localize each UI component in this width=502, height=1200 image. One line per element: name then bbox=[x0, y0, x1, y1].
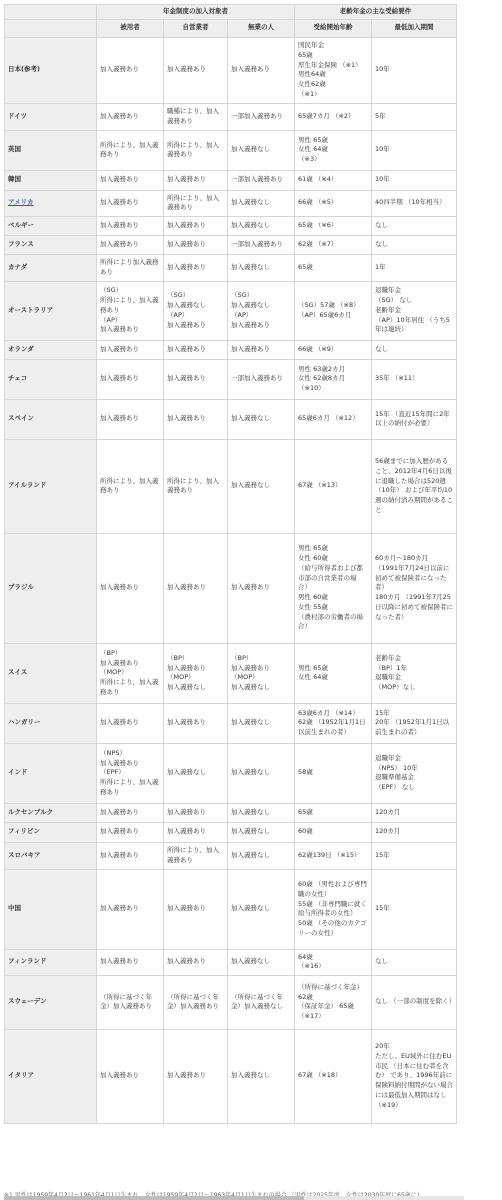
header-row-columns bbox=[5, 19, 457, 37]
min-period-cell: なし bbox=[372, 216, 457, 235]
start-age-cell: 62歳139日 （※15） bbox=[295, 842, 372, 869]
country-cell bbox=[5, 281, 97, 340]
country-cell bbox=[5, 842, 97, 869]
start-age-cell: 男性 65歳 女性 64歳 （※3） bbox=[295, 130, 372, 170]
start-age-cell: 62歳 （※7） bbox=[295, 235, 372, 254]
employees-cell: 加入義務あり bbox=[97, 399, 164, 439]
self-employed-cell: 加入義務あり bbox=[164, 1029, 228, 1123]
min-period-cell: なし bbox=[372, 340, 457, 359]
table-row bbox=[5, 743, 457, 803]
header-country-cell bbox=[5, 19, 97, 37]
non-employed-cell: 加入義務あり bbox=[228, 533, 295, 643]
start-age-cell: 65歳7カ月 （※2） bbox=[295, 103, 372, 130]
country-name: イタリア bbox=[8, 1071, 34, 1080]
country-cell bbox=[5, 822, 97, 842]
non-employed-cell: （BP） 加入義務あり （MOP） 加入義務なし bbox=[228, 643, 295, 703]
min-period-cell: なし bbox=[372, 949, 457, 975]
country-cell bbox=[5, 533, 97, 643]
employees-cell: 加入義務あり bbox=[97, 869, 164, 949]
start-age-cell: 国民年金 65歳 厚生年金保険 （※1） 男性64歳 女性62歳 （※1） bbox=[295, 37, 372, 103]
header-group-coverage: 年金制度の加入対象者 bbox=[97, 5, 295, 20]
table-row bbox=[5, 1029, 457, 1123]
country-name: フランス bbox=[8, 239, 34, 248]
country-name: インド bbox=[8, 768, 28, 777]
table-body bbox=[5, 37, 457, 1123]
employees-cell: 加入義務あり bbox=[97, 842, 164, 869]
table-row bbox=[5, 130, 457, 170]
employees-cell: 加入義務あり bbox=[97, 216, 164, 235]
country-cell bbox=[5, 703, 97, 743]
header-corner-cell bbox=[5, 5, 97, 20]
min-period-cell: 120カ月 bbox=[372, 803, 457, 822]
non-employed-cell: 加入義務なし bbox=[228, 190, 295, 216]
non-employed-cell: 一部加入義務あり bbox=[228, 170, 295, 190]
header-group-requirements: 老齢年金の主な受給要件 bbox=[295, 5, 457, 20]
non-employed-cell: 加入義務あり bbox=[228, 37, 295, 103]
self-employed-cell: 職種により、加入義務あり bbox=[164, 103, 228, 130]
start-age-cell: 65歳 （※6） bbox=[295, 216, 372, 235]
min-period-cell: 10年 bbox=[372, 37, 457, 103]
self-employed-cell: 加入義務あり bbox=[164, 340, 228, 359]
employees-cell: （SG） 所得により、加入義務あり （AP） 加入義務あり bbox=[97, 281, 164, 340]
non-employed-cell: 加入義務なし bbox=[228, 822, 295, 842]
start-age-cell: 66歳 （※9） bbox=[295, 340, 372, 359]
employees-cell: 加入義務あり bbox=[97, 703, 164, 743]
table-row bbox=[5, 235, 457, 254]
non-employed-cell: 加入義務なし bbox=[228, 439, 295, 533]
start-age-cell: 65歳 bbox=[295, 254, 372, 281]
start-age-cell: 男性 63歳2カ月 女性 62歳8カ月 （※10） bbox=[295, 359, 372, 399]
self-employed-cell: 加入義務あり bbox=[164, 703, 228, 743]
header-non-employed: 無業の人 bbox=[228, 19, 295, 37]
non-employed-cell: 加入義務なし bbox=[228, 949, 295, 975]
min-period-cell: 120カ月 bbox=[372, 822, 457, 842]
self-employed-cell: 加入義務あり bbox=[164, 869, 228, 949]
country-cell bbox=[5, 216, 97, 235]
min-period-cell: 60カ月～180カ月 （1991年7月24日以前に初めて被保険者になった者） 180カ月 （1991年7月25日以降に初めて被保険者になった者） bbox=[372, 533, 457, 643]
start-age-cell: 65歳 bbox=[295, 803, 372, 822]
min-period-cell: 10年 bbox=[372, 130, 457, 170]
country-name: カナダ bbox=[8, 262, 28, 271]
employees-cell: 所得により加入義務あり bbox=[97, 254, 164, 281]
non-employed-cell: 加入義務なし bbox=[228, 869, 295, 949]
self-employed-cell: 加入義務あり bbox=[164, 216, 228, 235]
table-row bbox=[5, 703, 457, 743]
self-employed-cell: 所得により、加入義務あり bbox=[164, 130, 228, 170]
table-row bbox=[5, 842, 457, 869]
non-employed-cell: 加入義務なし bbox=[228, 703, 295, 743]
self-employed-cell: 加入義務あり bbox=[164, 254, 228, 281]
non-employed-cell: 加入義務なし bbox=[228, 216, 295, 235]
country-name: チェコ bbox=[8, 374, 28, 383]
start-age-cell: （SG）57歳 （※8） （AP）65歳6カ月 bbox=[295, 281, 372, 340]
non-employed-cell: （所得に基づく年金）加入義務なし bbox=[228, 975, 295, 1029]
header-start-age: 受給開始年齢 bbox=[295, 19, 372, 37]
country-name: ルクセンブルク bbox=[8, 807, 53, 816]
employees-cell: 加入義務あり bbox=[97, 359, 164, 399]
country-cell bbox=[5, 359, 97, 399]
non-employed-cell: 加入義務なし bbox=[228, 1029, 295, 1123]
table-row bbox=[5, 869, 457, 949]
header-min-period: 最低加入期間 bbox=[372, 19, 457, 37]
table-row bbox=[5, 643, 457, 703]
min-period-cell: 35年 （※11） bbox=[372, 359, 457, 399]
employees-cell: （NPS） 加入義務あり （EPF） 所得により、加入義務あり bbox=[97, 743, 164, 803]
country-name: 日本(参考) bbox=[8, 65, 40, 74]
employees-cell: 加入義務あり bbox=[97, 822, 164, 842]
country-name: スウェーデン bbox=[8, 997, 47, 1006]
country-cell bbox=[5, 399, 97, 439]
table-row bbox=[5, 359, 457, 399]
table-row bbox=[5, 170, 457, 190]
min-period-cell: 退職年金 （SG） なし 老齢年金 （AP）10年居住 （うち5年は連続） bbox=[372, 281, 457, 340]
self-employed-cell: 加入義務あり bbox=[164, 533, 228, 643]
self-employed-cell: 加入義務あり bbox=[164, 949, 228, 975]
min-period-cell: 退職年金 （NPS） 10年 退職準備基金 （EPF） なし bbox=[372, 743, 457, 803]
country-cell bbox=[5, 37, 97, 103]
self-employed-cell: 所得により、加入義務あり bbox=[164, 190, 228, 216]
min-period-cell: なし （一部の制度を除く） bbox=[372, 975, 457, 1029]
horizontal-scrollbar[interactable] bbox=[4, 1196, 464, 1200]
non-employed-cell: 加入義務なし bbox=[228, 803, 295, 822]
self-employed-cell: 加入義務あり bbox=[164, 37, 228, 103]
start-age-cell: 67歳 （※18） bbox=[295, 1029, 372, 1123]
start-age-cell: 男性 65歳 女性 60歳 （給与所得者および都市部の自営業者の場合） 男性 60歳 女性 55歳 （農村部の労働者の場合） bbox=[295, 533, 372, 643]
country-cell bbox=[5, 130, 97, 170]
start-age-cell: 60歳 bbox=[295, 822, 372, 842]
country-name: 英国 bbox=[8, 145, 21, 154]
non-employed-cell: （SG） 加入義務なし （AP） 加入義務あり bbox=[228, 281, 295, 340]
country-name: フィンランド bbox=[8, 957, 47, 966]
table-row bbox=[5, 439, 457, 533]
table-row bbox=[5, 399, 457, 439]
employees-cell: 加入義務あり bbox=[97, 340, 164, 359]
employees-cell: 加入義務あり bbox=[97, 533, 164, 643]
employees-cell: 加入義務あり bbox=[97, 1029, 164, 1123]
min-period-cell: 10年 bbox=[372, 170, 457, 190]
country-name: スペイン bbox=[8, 414, 34, 423]
country-cell bbox=[5, 439, 97, 533]
non-employed-cell: 一部加入義務あり bbox=[228, 235, 295, 254]
self-employed-cell: 所得により、加入義務あり bbox=[164, 439, 228, 533]
non-employed-cell: 一部加入義務あり bbox=[228, 359, 295, 399]
country-name: 中国 bbox=[8, 904, 21, 913]
table-row bbox=[5, 822, 457, 842]
table-row bbox=[5, 975, 457, 1029]
employees-cell: 加入義務あり bbox=[97, 803, 164, 822]
employees-cell: 所得により、加入義務あり bbox=[97, 130, 164, 170]
employees-cell: 所得により、加入義務あり bbox=[97, 439, 164, 533]
country-cell bbox=[5, 254, 97, 281]
country-cell bbox=[5, 643, 97, 703]
start-age-cell: 61歳 （※4） bbox=[295, 170, 372, 190]
country-name: オランダ bbox=[8, 344, 34, 353]
country-link[interactable]: アメリカ bbox=[8, 198, 34, 207]
country-cell bbox=[5, 869, 97, 949]
non-employed-cell: 加入義務なし bbox=[228, 842, 295, 869]
table-row bbox=[5, 216, 457, 235]
min-period-cell: 15年 bbox=[372, 842, 457, 869]
employees-cell: （所得に基づく年金）加入義務あり bbox=[97, 975, 164, 1029]
self-employed-cell: （SG） 加入義務なし （AP） 加入義務あり bbox=[164, 281, 228, 340]
min-period-cell: 5年 bbox=[372, 103, 457, 130]
table-row bbox=[5, 37, 457, 103]
country-name: ベルギー bbox=[8, 220, 34, 229]
table-row bbox=[5, 190, 457, 216]
self-employed-cell: 所得により、加入義務あり bbox=[164, 842, 228, 869]
min-period-cell: 20年 ただし、EU域外に住むEU市民 （日本に住む者を含む） であり、1996年前に保険料納付期間がない場合には最低加入期間はなし （※19） bbox=[372, 1029, 457, 1123]
employees-cell: 加入義務あり bbox=[97, 103, 164, 130]
employees-cell: 加入義務あり bbox=[97, 190, 164, 216]
header-employees: 被用者 bbox=[97, 19, 164, 37]
pension-comparison-table bbox=[4, 4, 457, 1124]
country-name: ハンガリー bbox=[8, 718, 41, 727]
scrollbar-thumb[interactable] bbox=[4, 1196, 304, 1200]
start-age-cell: 67歳 （※13） bbox=[295, 439, 372, 533]
non-employed-cell: 加入義務なし bbox=[228, 254, 295, 281]
non-employed-cell: 加入義務なし bbox=[228, 399, 295, 439]
min-period-cell: 老齢年金 （BP）1年 退職年金 （MOP）なし bbox=[372, 643, 457, 703]
start-age-cell: 58歳 bbox=[295, 743, 372, 803]
self-employed-cell: （所得に基づく年金）加入義務あり bbox=[164, 975, 228, 1029]
header-self-employed: 自営業者 bbox=[164, 19, 228, 37]
min-period-cell: 56歳までに加入歴があること、2012年4月6日以後に退職した場合は520週 （10年） および年平均10週の納付済み期間があること bbox=[372, 439, 457, 533]
employees-cell: 加入義務あり bbox=[97, 235, 164, 254]
self-employed-cell: 加入義務あり bbox=[164, 170, 228, 190]
self-employed-cell: 加入義務あり bbox=[164, 359, 228, 399]
start-age-cell: 66歳 （※5） bbox=[295, 190, 372, 216]
country-name: ブラジル bbox=[8, 583, 34, 592]
country-name: アイルランド bbox=[8, 481, 47, 490]
country-cell bbox=[5, 235, 97, 254]
country-name: オーストラリア bbox=[8, 305, 54, 314]
non-employed-cell: 加入義務なし bbox=[228, 743, 295, 803]
non-employed-cell: 一部加入義務あり bbox=[228, 103, 295, 130]
header-row-groups bbox=[5, 5, 457, 20]
start-age-cell: 63歳6カ月 （※14） 62歳 （1952年1月1日以前生まれの者） bbox=[295, 703, 372, 743]
start-age-cell: 64歳 （※16） bbox=[295, 949, 372, 975]
country-cell bbox=[5, 949, 97, 975]
min-period-cell: 1年 bbox=[372, 254, 457, 281]
country-name: フィリピン bbox=[8, 827, 40, 836]
table-row bbox=[5, 949, 457, 975]
country-name: スロバキア bbox=[8, 850, 41, 859]
country-cell bbox=[5, 803, 97, 822]
table-row bbox=[5, 281, 457, 340]
start-age-cell: （所得に基づく年金） 62歳 （保証年金） 65歳 （※17） bbox=[295, 975, 372, 1029]
self-employed-cell: （BP） 加入義務あり （MOP） 加入義務なし bbox=[164, 643, 228, 703]
min-period-cell: なし bbox=[372, 235, 457, 254]
min-period-cell: 15年 （直近15年間に2年以上の納付が必要） bbox=[372, 399, 457, 439]
self-employed-cell: 加入義務なし bbox=[164, 743, 228, 803]
table-row bbox=[5, 803, 457, 822]
country-name: 韓国 bbox=[8, 175, 21, 184]
start-age-cell: 60歳 （男性および専門職の女性） 55歳 （非専門職に就く給与所得者の女性） 50歳 （その他のカテゴリーの女性） bbox=[295, 869, 372, 949]
non-employed-cell: 加入義務なし bbox=[228, 130, 295, 170]
country-name: スイス bbox=[8, 668, 28, 677]
table-row bbox=[5, 103, 457, 130]
start-age-cell: 男性 65歳 女性 64歳 bbox=[295, 643, 372, 703]
employees-cell: 加入義務あり bbox=[97, 170, 164, 190]
table-row bbox=[5, 533, 457, 643]
self-employed-cell: 加入義務あり bbox=[164, 235, 228, 254]
country-cell bbox=[5, 170, 97, 190]
country-cell bbox=[5, 103, 97, 130]
country-cell bbox=[5, 975, 97, 1029]
min-period-cell: 15年 bbox=[372, 869, 457, 949]
country-cell bbox=[5, 1029, 97, 1123]
self-employed-cell: 加入義務あり bbox=[164, 399, 228, 439]
table-row bbox=[5, 340, 457, 359]
min-period-cell: 40四半期 （10年相当） bbox=[372, 190, 457, 216]
employees-cell: 加入義務あり bbox=[97, 37, 164, 103]
employees-cell: 加入義務あり bbox=[97, 949, 164, 975]
self-employed-cell: 加入義務あり bbox=[164, 822, 228, 842]
country-name: ドイツ bbox=[8, 111, 28, 120]
min-period-cell: 15年 20年 （1952年1月1日以前生まれの者） bbox=[372, 703, 457, 743]
non-employed-cell: 加入義務あり bbox=[228, 340, 295, 359]
country-cell bbox=[5, 743, 97, 803]
employees-cell: （BP） 加入義務あり （MOP） 所得により、加入義務あり bbox=[97, 643, 164, 703]
table-row bbox=[5, 254, 457, 281]
country-cell bbox=[5, 340, 97, 359]
self-employed-cell: 加入義務あり bbox=[164, 803, 228, 822]
country-cell bbox=[5, 190, 97, 216]
start-age-cell: 65歳6カ月 （※12） bbox=[295, 399, 372, 439]
